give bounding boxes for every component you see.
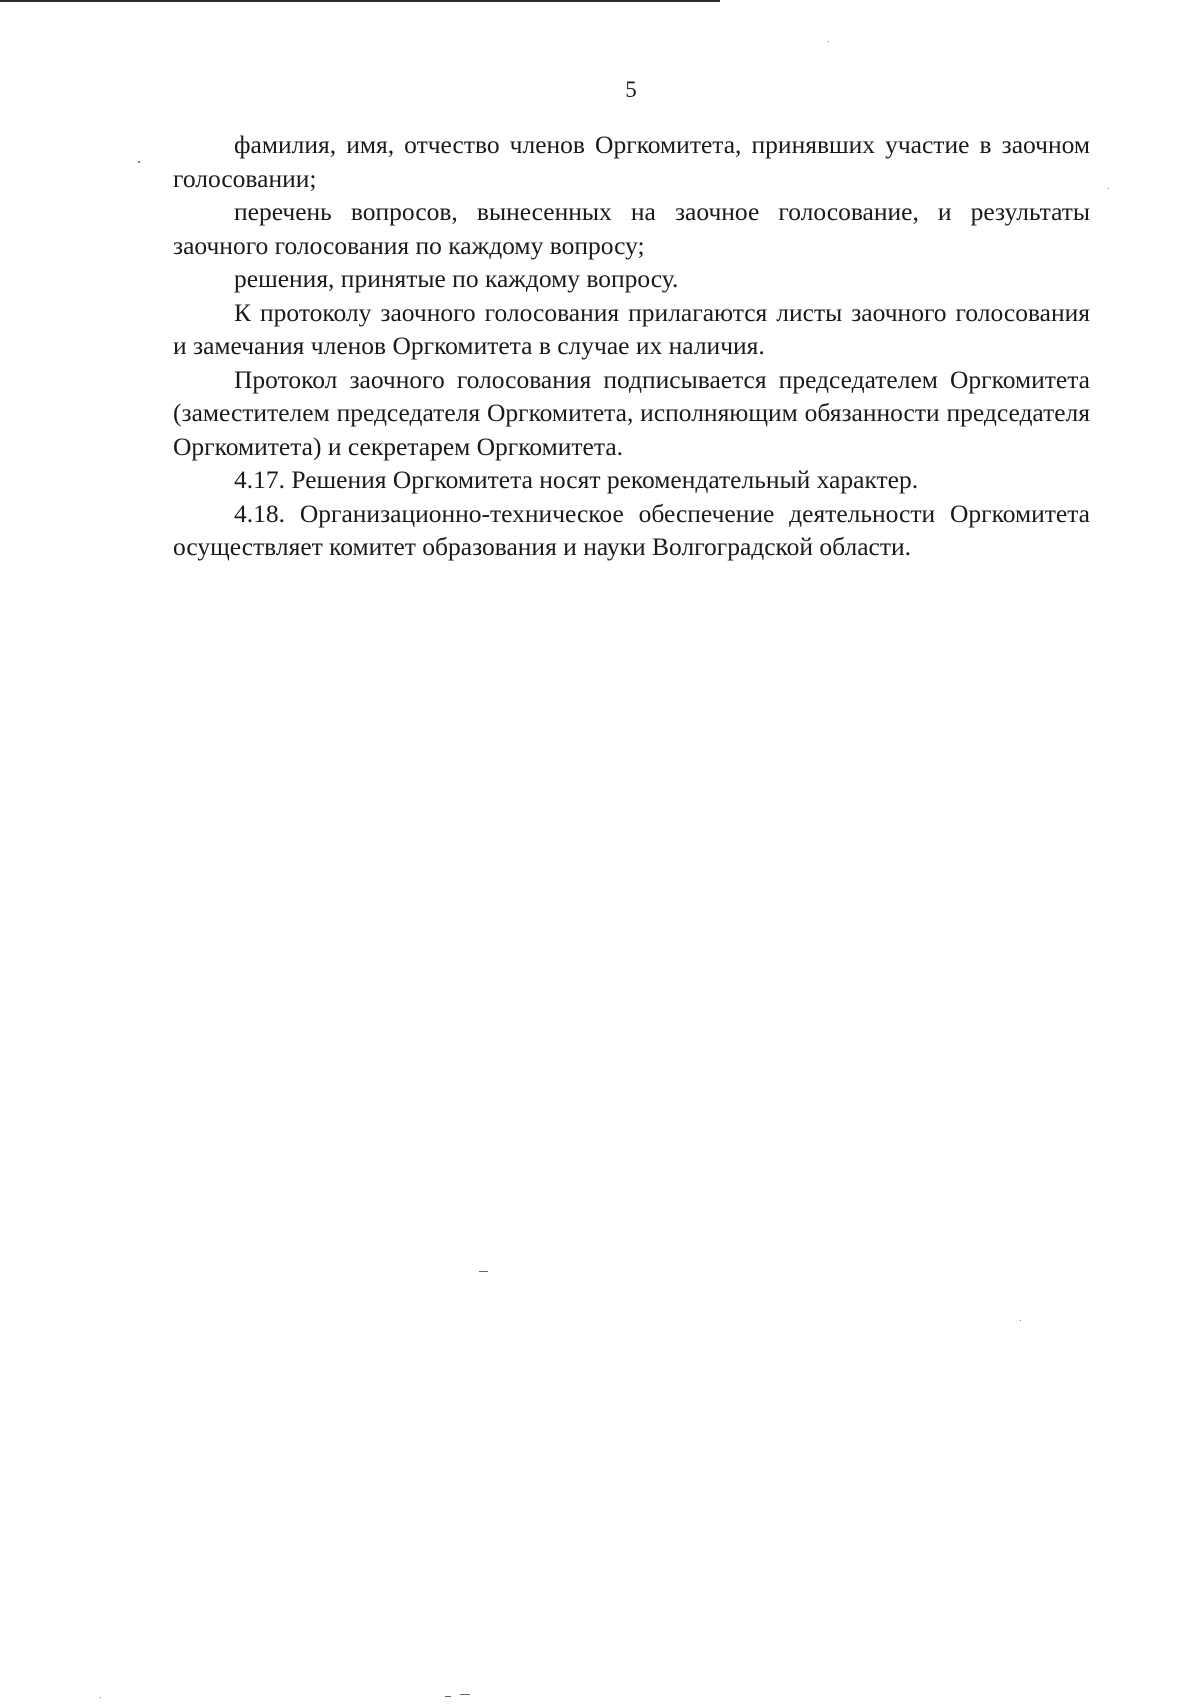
page-number: 5 (625, 77, 637, 102)
scan-speck (138, 161, 140, 163)
paragraph-questions: перечень вопросов, вынесенных на заочное голосование, и результаты заочного голосования по каждому вопросу; (173, 197, 1090, 260)
paragraph-attachments: К протоколу заочного голосования прилагаются листы заочного голосования и замечания членов Оргкомитета в случае их наличия. (173, 297, 1090, 360)
scan-border-line (0, 0, 720, 2)
scan-dash (460, 1694, 470, 1695)
scan-speck (828, 41, 829, 42)
scan-speck (100, 1697, 101, 1698)
paragraph-4-17: 4.17. Решения Оргкомитета носят рекомендательный характер. (234, 465, 919, 494)
scan-speck (1020, 1320, 1021, 1321)
paragraph-4-18: 4.18. Организационно-техническое обеспечение деятельности Оргкомитета осуществляет комитет образования и науки Волгоградской области. (173, 498, 1090, 561)
scan-dash (479, 1271, 488, 1272)
paragraph-signing: Протокол заочного голосования подписывается председателем Оргкомитета (заместителем председателя Оргкомитета, исполняющим обязанности председателя Оргкомитета) и секретарем Оргкомитета. (173, 364, 1090, 461)
document-body (173, 128, 1090, 564)
paragraph-decisions: решения, принятые по каждому вопросу. (234, 264, 679, 293)
scan-dash (445, 1696, 451, 1697)
scan-speck (1108, 188, 1109, 189)
paragraph-voters: фамилия, имя, отчество членов Оргкомитета, принявших участие в заочном голосовании; (173, 130, 1090, 193)
